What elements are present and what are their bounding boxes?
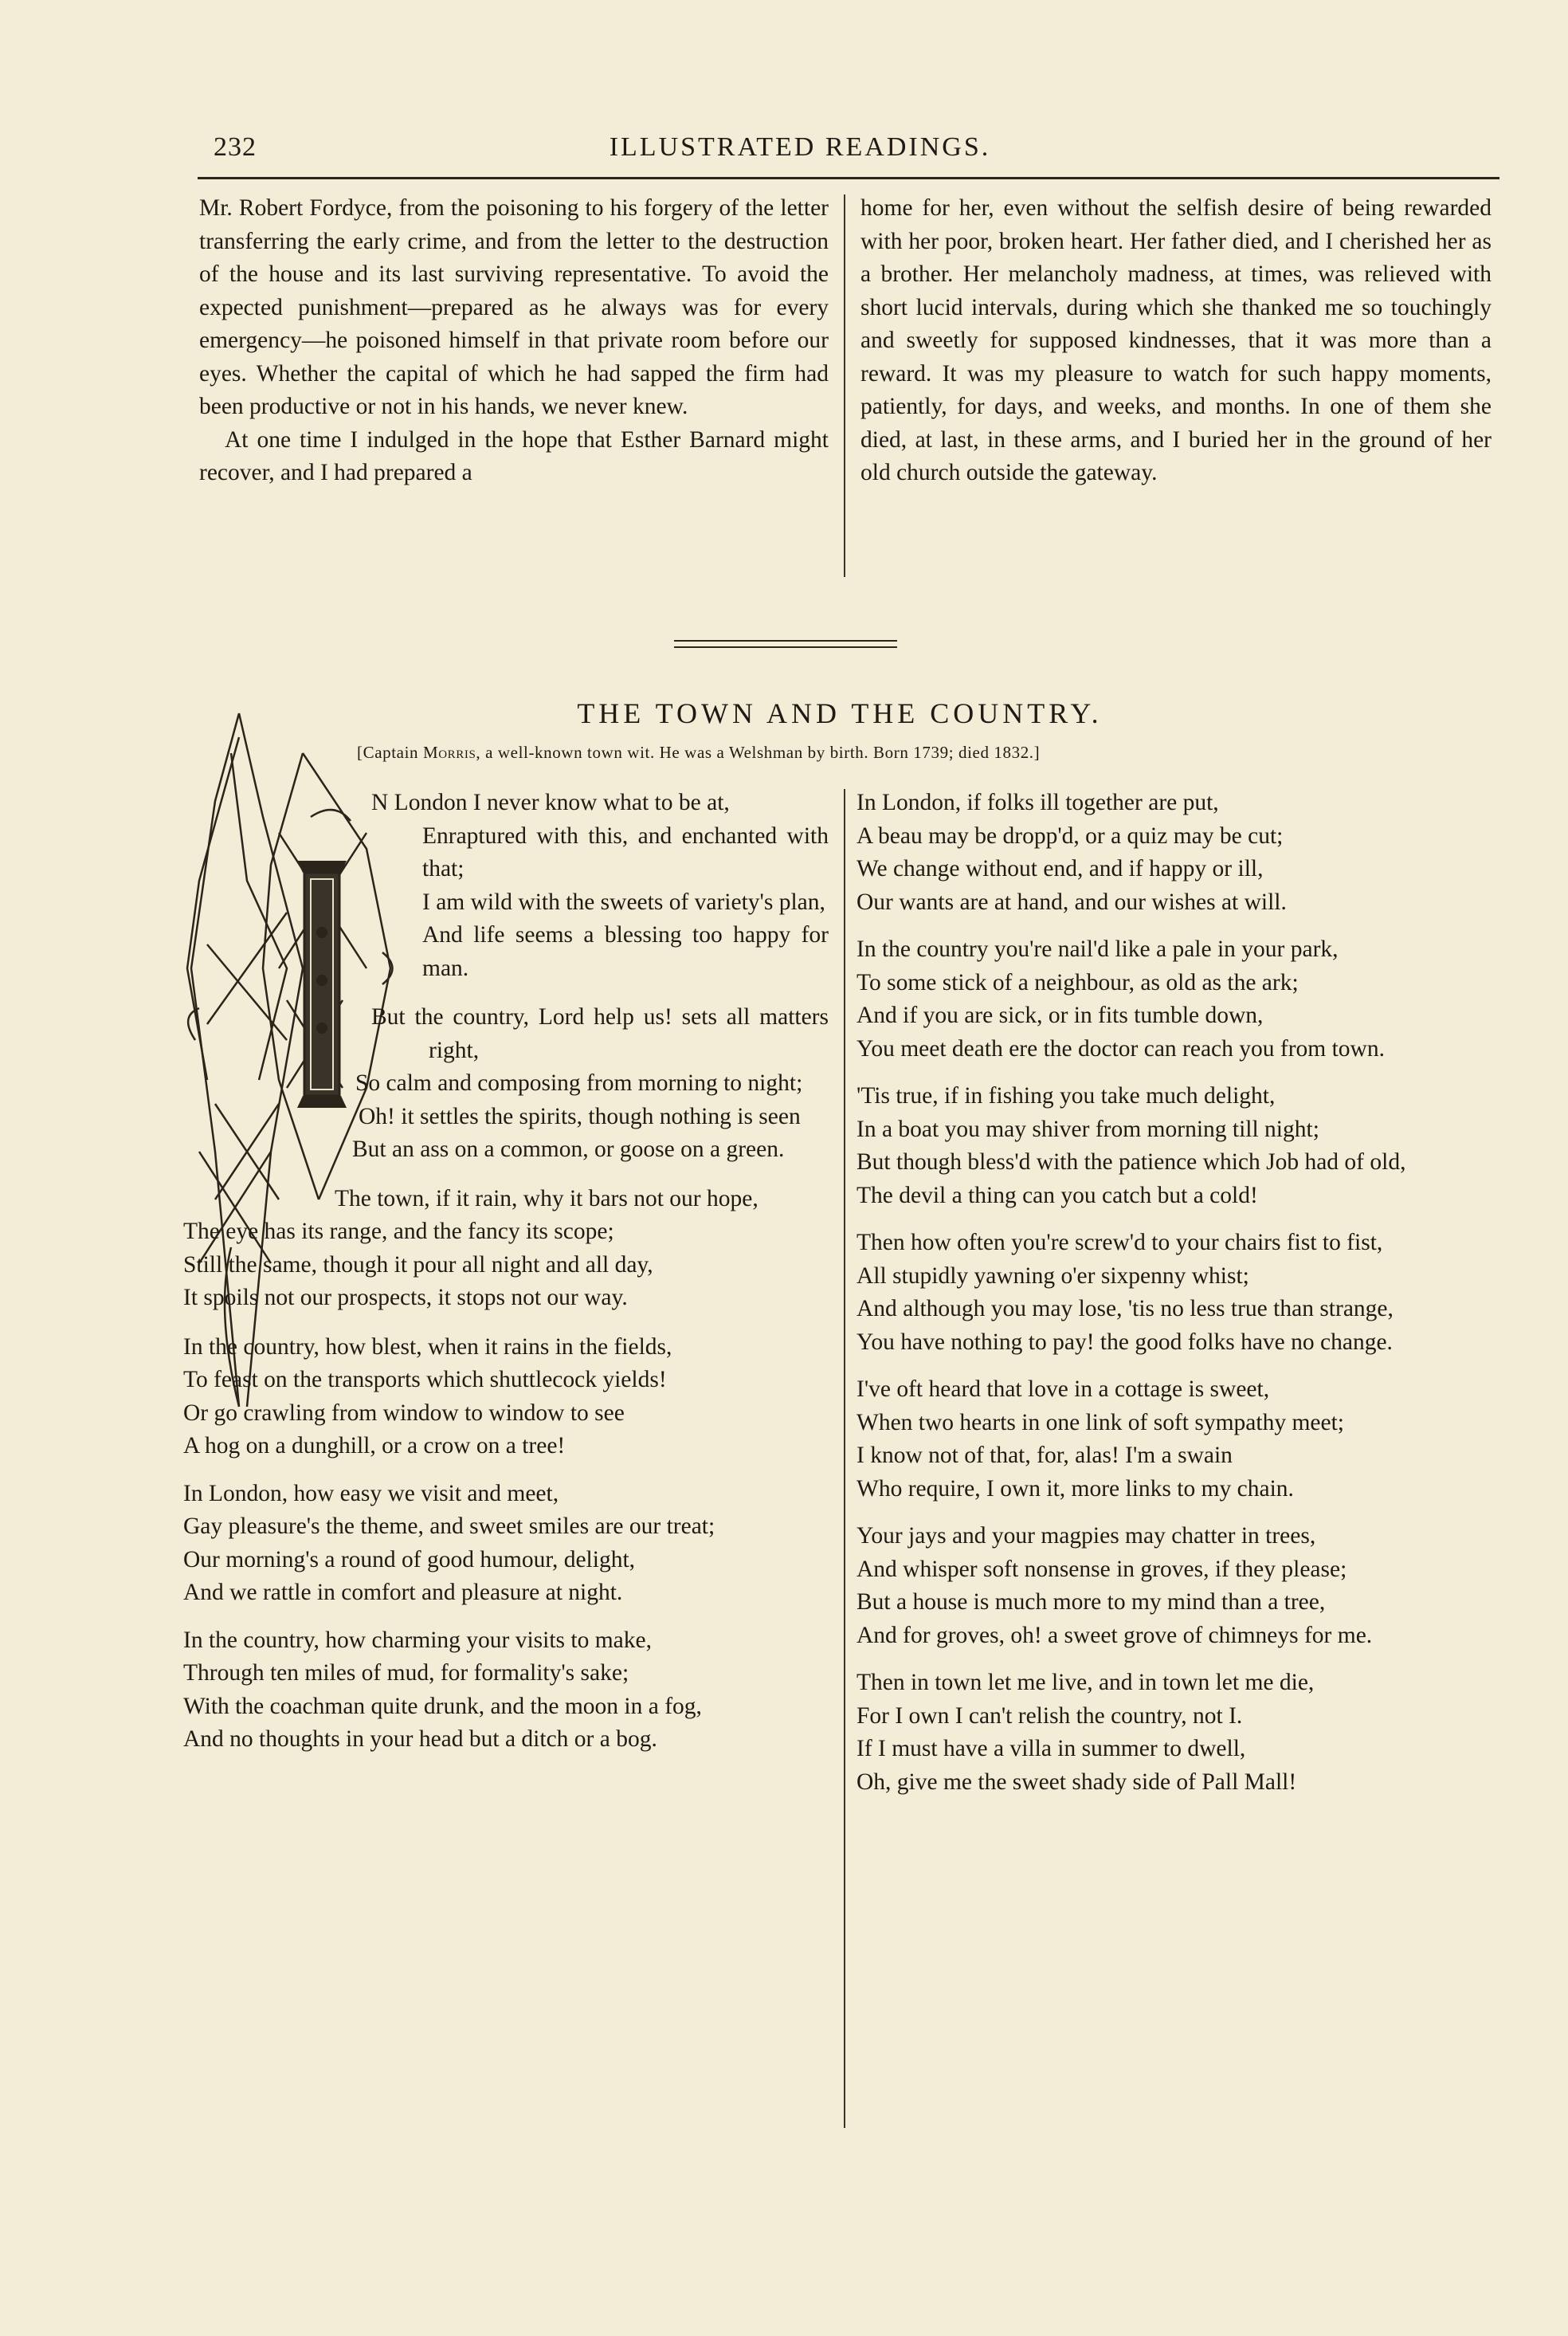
poem-line: Our wants are at hand, and our wishes at will. [857, 889, 1287, 915]
poem-line: Your jays and your magpies may chatter in trees, [857, 1523, 1316, 1549]
poem-line: 'Tis true, if in fishing you take much delight, [857, 1083, 1276, 1109]
column-divider-top [844, 194, 845, 577]
poem-line: But the country, Lord help us! sets all matters right, [371, 1004, 829, 1063]
poem-line: And if you are sick, or in fits tumble down, [857, 1003, 1264, 1028]
poem-right-column [857, 787, 1494, 1813]
prose-paragraph: At one time I indulged in the hope that Esther Barnard might recover, and I had prepared a [199, 426, 829, 485]
poem-stanza [183, 1478, 829, 1610]
poem-stanza [183, 1624, 829, 1757]
poem-line: Our morning's a round of good humour, delight, [183, 1546, 636, 1572]
poem-line: In the country you're nail'd like a pale in your park, [857, 936, 1339, 962]
header-rule [198, 177, 1499, 179]
poem-line: I know not of that, for, alas! I'm a swain [857, 1443, 1233, 1468]
poem-line: And we rattle in comfort and pleasure at night. [183, 1580, 623, 1605]
poem-line: Gay pleasure's the theme, and sweet smiles are our treat; [183, 1513, 715, 1539]
poem-line: Or go crawling from window to window to see [183, 1400, 625, 1426]
poem-line: We change without end, and if happy or ill, [857, 856, 1264, 881]
poem-line: A hog on a dunghill, or a crow on a tree! [183, 1433, 566, 1459]
poem-line: Then in town let me live, and in town let me die, [857, 1670, 1315, 1695]
poem-line: It spoils not our prospects, it stops not our way. [183, 1285, 628, 1310]
poem-line: Then how often you're screw'd to your chairs fist to fist, [857, 1230, 1383, 1255]
poem-title: THE TOWN AND THE COUNTRY. [577, 697, 1103, 729]
poem-line: And life seems a blessing too happy for man. [422, 922, 829, 981]
poem-line: Through ten miles of mud, for formality's sake; [183, 1660, 629, 1686]
poem-stanza [857, 1373, 1494, 1506]
poem-line: When two hearts in one link of soft sympathy meet; [857, 1409, 1344, 1435]
section-separator-top [674, 640, 897, 642]
poem-line: In the country, how blest, when it rains in the fields, [183, 1333, 672, 1360]
poem-line: I've oft heard that love in a cottage is sweet, [857, 1376, 1270, 1402]
poem-line: If I must have a villa in summer to dwell, [857, 1736, 1246, 1761]
author-note: [Captain Morris, a well-known town wit. He was a Welshman by birth. Born 1739; died 1832.] [357, 743, 1041, 762]
poem-line: In London, how easy we visit and meet, [183, 1480, 559, 1506]
poem-line: And no thoughts in your head but a ditch or a bog. [183, 1726, 657, 1752]
author-name: Morris [422, 743, 476, 762]
poem-stanza [857, 787, 1494, 919]
poem-line: All stupidly yawning o'er sixpenny whist; [857, 1262, 1249, 1289]
poem-line: To feast on the transports which shuttlecock yields! [183, 1367, 667, 1392]
poem-line: Oh, give me the sweet shady side of Pall Mall! [857, 1769, 1297, 1795]
poem-stanza [857, 1520, 1494, 1652]
column-divider-bottom [844, 789, 845, 2128]
poem-line: In a boat you may shiver from morning till night; [857, 1116, 1319, 1142]
poem-stanza [857, 1227, 1494, 1359]
poem-line: But though bless'd with the patience which Job had of old, [857, 1149, 1406, 1175]
prose-right-column [860, 192, 1492, 490]
poem-line: I am wild with the sweets of variety's plan, [422, 889, 825, 915]
poem-line: Who require, I own it, more links to my chain. [857, 1475, 1294, 1502]
poem-stanza [183, 1331, 829, 1463]
prose-paragraph: home for her, even without the selfish desire of being rewarded with her poor, broken heart. Her father died, and I cherished her as a brother. Her melancholy madness, at times, was relieved with short lucid intervals, during which she thanked me so touchingly and sweetly for supposed kindnesses, that it was more than a reward. It was my pleasure to watch for such happy moments, patiently, for days, and weeks, and months. In one of them she died, at last, in these arms, and I buried her in the ground of her old church outside the gateway. [860, 195, 1492, 485]
poem-line: A beau may be dropp'd, or a quiz may be cut; [857, 823, 1284, 849]
poem-line: But a house is much more to my mind than a tree, [857, 1589, 1326, 1615]
poem-stanza [857, 1080, 1494, 1212]
poem-line: The eye has its range, and the fancy its scope; [183, 1219, 614, 1244]
poem-line: So calm and composing from morning to night; [355, 1070, 803, 1096]
poem-first-line: N London I never know what to be at, [371, 790, 730, 815]
poem-line: You meet death ere the doctor can reach you from town. [857, 1035, 1385, 1062]
poem-line: But an ass on a common, or goose on a green. [352, 1137, 785, 1162]
poem-line: You have nothing to pay! the good folks have no change. [857, 1329, 1393, 1355]
prose-paragraph: Mr. Robert Fordyce, from the poisoning to his forgery of the letter transferring the early crime, and from the letter to the destruction of the house and its last surviving representative. To avoid the expected punishment—prepared as he always was for every emergency—he poisoned himself in that private room before our eyes. Whether the capital of which he had sapped the firm had been productive or not in his hands, we never knew. [199, 195, 829, 419]
section-separator-bottom [674, 646, 897, 648]
poem-line: And for groves, oh! a sweet grove of chimneys for me. [857, 1622, 1373, 1648]
poem-stanza [857, 1667, 1494, 1799]
poem-line: In the country, how charming your visits to make, [183, 1627, 652, 1653]
prose-left-column [199, 192, 829, 490]
poem-stanza [857, 933, 1494, 1066]
poem-line: With the coachman quite drunk, and the moon in a fog, [183, 1693, 702, 1719]
poem-line: And although you may lose, 'tis no less true than strange, [857, 1296, 1394, 1321]
poem-line: Enraptured with this, and enchanted with that; [422, 823, 829, 881]
poem-line: And whisper soft nonsense in groves, if they please; [857, 1556, 1347, 1582]
poem-line: To some stick of a neighbour, as old as the ark; [857, 969, 1299, 995]
poem-line: Oh! it settles the spirits, though nothing is seen [359, 1103, 801, 1129]
poem-line: The town, if it rain, why it bars not our hope, [335, 1185, 759, 1211]
poem-line: The devil a thing can you catch but a cold! [857, 1182, 1258, 1208]
poem-line: For I own I can't relish the country, not I. [857, 1702, 1243, 1729]
running-title: ILLUSTRATED READINGS. [609, 132, 991, 162]
poem-left-column [183, 787, 829, 1771]
poem-line: In London, if folks ill together are put, [857, 790, 1219, 815]
poem-line: Still the same, though it pour all night and all day, [183, 1251, 653, 1278]
page-number: 232 [214, 132, 257, 162]
